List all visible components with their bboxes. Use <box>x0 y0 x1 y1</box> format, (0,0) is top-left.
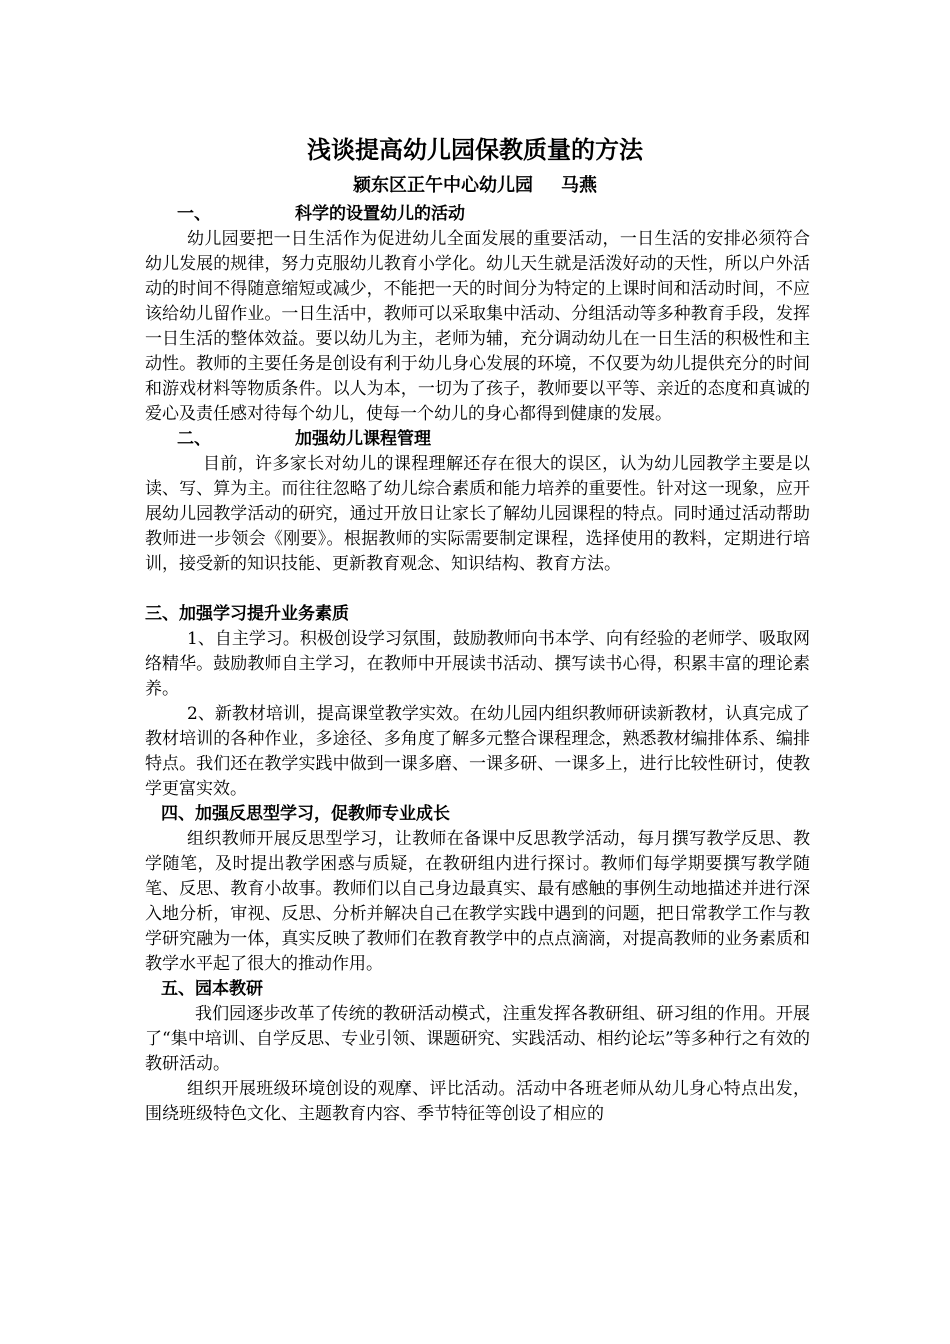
section-title-2: 加强幼儿课程管理 <box>295 429 431 449</box>
section-heading-5: 五、园本教研 <box>161 979 263 999</box>
section-3-paragraph-1: 1、自主学习。积极创设学习氛围，鼓励教师向书本学、向有经验的老师学、吸取网络精华。鼓励教师自主学习，在教师中开展读书活动、撰写读书心得，积累丰富的理论素养。 <box>145 629 810 699</box>
section-number-2: 二、 <box>177 429 211 449</box>
section-heading-4: 四、加强反思型学习，促教师专业成长 <box>161 804 450 824</box>
section-heading-1 <box>145 202 810 227</box>
document-title: 浅谈提高幼儿园保教质量的方法 <box>307 136 643 164</box>
author-name: 马燕 <box>561 175 597 196</box>
blank-line <box>145 577 810 602</box>
section-1-paragraph-1: 幼儿园要把一日生活作为促进幼儿全面发展的重要活动，一日生活的安排必须符合幼儿发展的规律，努力克服幼儿教育小学化。幼儿天生就是活泼好动的天性，所以户外活动的时间不得随意缩短或减少，不能把一天的时间分为特定的上课时间和活动时间，不应该给幼儿留作业。一日生活中，教师可以采取集中活动、分组活动等多种教育手段，发挥一日生活的整体效益。要以幼儿为主，老师为辅，充分调动幼儿在一日生活的积极性和主动性。教师的主要任务是创设有利于幼儿身心发展的环境，不仅要为幼儿提供充分的时间和游戏材料等物质条件。以人为本，一切为了孩子，教师要以平等、亲近的态度和真诚的爱心及责任感对待每个幼儿，使每一个幼儿的身心都得到健康的发展。 <box>145 229 810 424</box>
document-body <box>145 202 810 1127</box>
section-heading-2 <box>145 427 810 452</box>
author-line <box>0 173 950 199</box>
section-title-1: 科学的设置幼儿的活动 <box>295 204 465 224</box>
section-3-paragraph-2: 2、新教材培训，提高课堂教学实效。在幼儿园内组织教师研读新教材，认真完成了教材培训的各种作业，多途径、多角度了解多元整合课程理念，熟悉教材编排体系、编排特点。我们还在教学实践中做到一课多磨、一课多研、一课多上，进行比较性研讨，使教学更富实效。 <box>145 704 810 799</box>
section-2-paragraph-1: 目前，许多家长对幼儿的课程理解还存在很大的误区，认为幼儿园教学主要是以读、写、算为主。而往往忽略了幼儿综合素质和能力培养的重要性。针对这一现象，应开展幼儿园教学活动的研究，通过开放日让家长了解幼儿园课程的特点。同时通过活动帮助教师进一步领会《刚要》。根据教师的实际需要制定课程，选择使用的教料，定期进行培训，接受新的知识技能、更新教育观念、知识结构、教育方法。 <box>145 454 810 574</box>
section-number-1: 一、 <box>177 204 211 224</box>
author-school: 颍东区正午中心幼儿园 <box>353 175 533 196</box>
section-4-paragraph-1: 组织教师开展反思型学习，让教师在备课中反思教学活动，每月撰写教学反思、教学随笔，及时提出教学困惑与质疑，在教研组内进行探讨。教师们每学期要撰写教学随笔、反思、教育小故事。教师们以自己身边最真实、最有感触的事例生动地描述并进行深入地分析，审视、反思、分析并解决自己在教学实践中遇到的问题，把日常教学工作与教学研究融为一体，真实反映了教师们在教育教学中的点点滴滴，对提高教师的业务素质和教学水平起了很大的推动作用。 <box>145 829 810 974</box>
section-5-paragraph-1: 我们园逐步改革了传统的教研活动模式，注重发挥各教研组、研习组的作用。开展了“集中培训、自学反思、专业引领、课题研究、实践活动、相约论坛”等多种行之有效的教研活动。 <box>145 1004 810 1074</box>
section-heading-3: 三、加强学习提升业务素质 <box>145 604 349 624</box>
section-5-paragraph-2: 组织开展班级环境创设的观摩、评比活动。活动中各班老师从幼儿身心特点出发，围绕班级特色文化、主题教育内容、季节特征等创设了相应的 <box>145 1079 810 1124</box>
